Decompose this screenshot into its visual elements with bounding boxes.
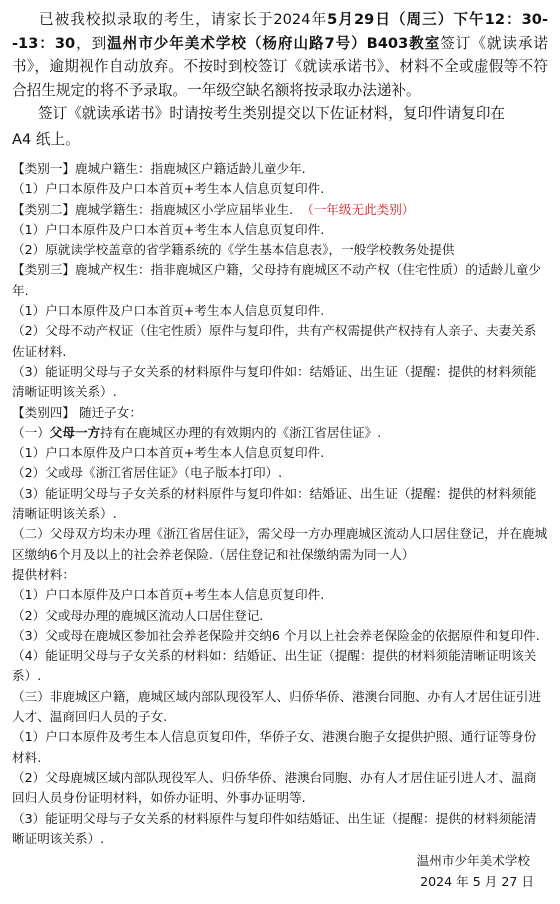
category-4-title: 【类别四】 随迁子女： <box>12 404 142 420</box>
list-item: （4）能证明父母与子女关系的材料如：结婚证、出生证（提醒：提供的材料须能清晰证明该关系）. <box>12 648 537 684</box>
list-item: （3）能证明父母与子女关系的材料原件与复印件如结婚证、出生证（提醒：提供的材料须能清晰证明该关系）. <box>12 810 537 846</box>
intro-text: 签订《就读承诺书》，逾期视作自动放弃。不按时到校签订《就读承诺书》、材料不全或虚假等不符合招生规定的将不予录取。一年级空缺名额将按录取办法递补。 <box>12 34 548 99</box>
list-item: （3）能证明父母与子女关系的材料原件与复印件如：结婚证、出生证（提醒：提供的材料须能清晰证明该关系）. <box>12 363 537 400</box>
list-item: （1）户口本原件及户口本首页+考生本人信息页复印件. <box>12 221 325 237</box>
category-2-title: 【类别二】鹿城学籍生：指鹿城区小学应届毕业生. （一年级无此类别） <box>12 201 415 217</box>
list-item: （1）户口本原件及户口本首页+考生本人信息页复印件. <box>12 445 325 461</box>
list-item: （2）父母不动产权证（住宅性质）原件与复印件，共有产权需提供产权持有人亲子、夫妻关系佐证材料. <box>12 323 537 359</box>
subsection-1: （一）父母一方持有在鹿城区办理的有效期内的《浙江省居住证》. <box>12 424 382 440</box>
intro-paragraph-1 <box>12 8 548 102</box>
signature-organization: 温州市少年美术学校 <box>416 853 530 868</box>
list-item: （2）父母鹿城区域内部队现役军人、归侨华侨、港澳台同胞、办有人才居住证引进人才、温商回归人员身份证明材料，如侨办证明、外事办证明等. <box>12 769 537 806</box>
intro-text: ，到 <box>75 34 108 52</box>
subsection-2: （二）父母双方均未办理《浙江省居住证》，需父母一方办理鹿城区流动人口居住登记，并在鹿城区缴纳6个月及以上的社会养老保险.（居住登记和社保缴纳需为同一人） <box>12 526 548 562</box>
list-item: （2）父或母办理的鹿城区流动人口居住登记. <box>12 607 264 623</box>
signing-location: 温州市少年美术学校（杨府山路7号）B403教室 <box>107 34 441 52</box>
category-list <box>12 159 548 849</box>
a4-note: A4 纸上。 <box>12 130 80 148</box>
category-2-note: （一年级无此类别） <box>301 201 415 217</box>
list-item: （1）户口本原件及户口本首页+考生本人信息页复印件. <box>12 181 325 197</box>
list-item: （1）户口本原件及考生本人信息页复印件，华侨子女、港澳台胞子女提供护照、通行证等身份材料. <box>12 729 537 765</box>
list-item: （3）能证明父母与子女关系的材料原件与复印件如：结婚证、出生证（提醒：提供的材料须能清晰证明该关系）. <box>12 485 537 522</box>
intro-paragraph-2 <box>12 102 548 126</box>
category-3-title: 【类别三】鹿城产权生：指非鹿城区户籍，父母持有鹿城区不动产权（住宅性质）的适龄儿童少年. <box>12 262 541 298</box>
materials-label: 提供材料： <box>12 566 75 582</box>
subsection-3: （三）非鹿城区户籍，鹿城区域内部队现役军人、归侨华侨、港澳台同胞、办有人才居住证引进人才、温商回归人员的子女. <box>12 688 541 725</box>
intro-text: 签订《就读承诺书》时请按考生类别提交以下佐证材料，复印件请复印在 <box>38 105 506 122</box>
list-item: （1）户口本原件及户口本首页+考生本人信息页复印件. <box>12 303 325 319</box>
list-item: （2）原就读学校盖章的省学籍系统的《学生基本信息表》，一般学校教务处提供 <box>12 242 455 258</box>
signature-date: 2024 年 5 月 27 日 <box>420 874 534 889</box>
signing-date: 5月29日（周三）下午12：30--13：30 <box>12 11 548 52</box>
list-item: （1）户口本原件及户口本首页+考生本人信息页复印件. <box>12 587 325 603</box>
category-1-title: 【类别一】鹿城户籍生：指鹿城区户籍适龄儿童少年. <box>12 161 306 176</box>
list-item: （3）父或母在鹿城区参加社会养老保险并交纳6 个月以上社会养老保险金的依据原件和复印件. <box>12 627 540 643</box>
list-item: （2）父或母《浙江省居住证》（电子版本打印）. <box>12 465 283 481</box>
intro-text: 已被我校拟录取的考生，请家长于2024年 <box>38 11 328 28</box>
